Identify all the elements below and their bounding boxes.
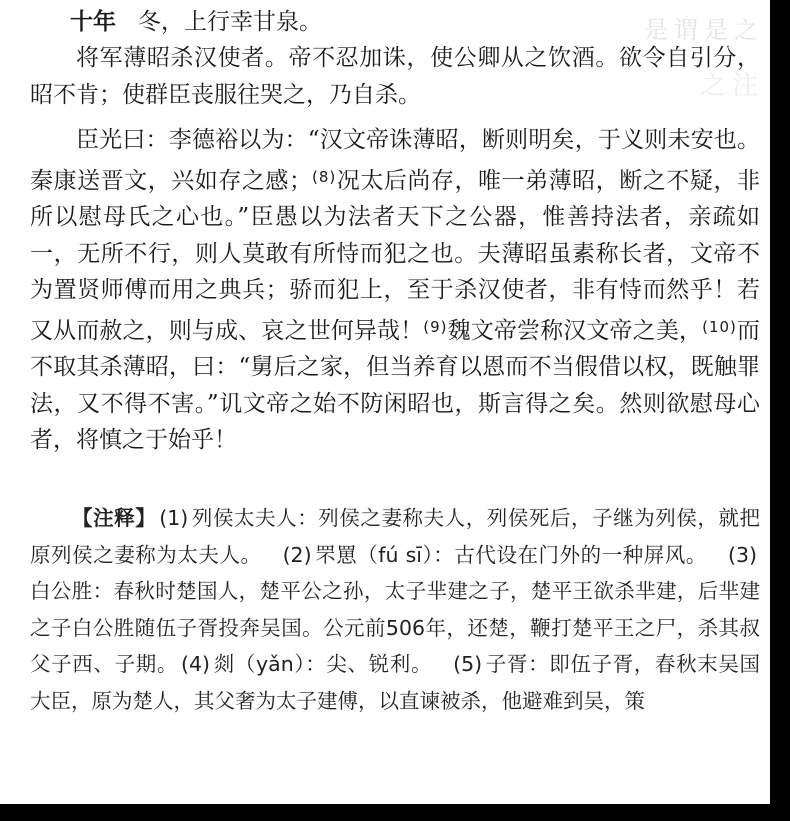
bleed-line-1: 是谓是之 — [644, 16, 764, 44]
commentary-part-4: 而不取其杀薄昭，曰：“舅后之家，但当养育以恩而不当假借以权，既触罪法，又不得不害。”讥文帝之始不防闲昭也，斯言得之矣。然则欲慰母心者，将慎之于始乎！ — [30, 317, 761, 453]
year-label: 十年 — [70, 9, 116, 35]
note-number: (1) — [159, 506, 189, 530]
annotations-label: 【注释】 — [72, 506, 157, 530]
footnote-ref-8: (8) — [311, 167, 337, 186]
commentary-part-2: 况太后尚存，唯一弟薄昭，断之不疑，非所以慰母氏之心也。”臣愚以为法者天下之公器，惟善持法者，亲疏如一，无所不行，则人莫敢有所恃而犯之也。夫薄昭虽素称长者，文帝不为置贤师傅而用之典兵；骄而犯上，至于杀汉使者，非有恃而然乎！若又从而赦之，则与成、哀之世何异哉！ — [30, 167, 761, 344]
commentary-part-1: 臣光曰：李德裕以为：“汉文帝诛薄昭，断则明矣，于义则未安也。秦康送晋文，兴如存之感； — [30, 127, 760, 194]
bleed-line-2: 之注 — [699, 71, 764, 101]
note-text: 白公胜：春秋时楚国人，楚平公之孙，太子芈建之子，楚平王欲杀芈建，后芈建之子白公胜随伍子胥投奔吴国。公元前506年，还楚，鞭打楚平王之尸，杀其叔父子西、子期。 — [30, 579, 760, 676]
footnote-ref-10: (10) — [702, 317, 737, 336]
note-number: (5) — [453, 652, 483, 676]
note-text: 罘罳（fú sī）：古代设在门外的一种屏风。 — [314, 542, 707, 567]
commentary-paragraph — [30, 122, 760, 459]
main-paragraph-1: 将军薄昭杀汉使者。帝不忍加诛，使公卿从之饮酒。欲令自引分，昭不肯；使群臣丧服往哭之，乃自杀。 — [30, 45, 760, 108]
note-number: (3) — [727, 542, 758, 567]
note-text: 子胥：即伍子胥，春秋末吴国大臣，原为楚人，其父奢为太子建傅，以直谏被杀，他避难到吴，策 — [30, 652, 761, 713]
annotations-section — [30, 500, 760, 719]
note-number: (2) — [282, 542, 312, 567]
note-text: 剡（yǎn）：尖、锐利。 — [213, 652, 433, 676]
year-text: 冬，上行幸甘泉。 — [138, 9, 322, 35]
footnote-ref-9: (9) — [423, 317, 448, 336]
commentary-part-3: 魏文帝尝称汉文帝之美， — [447, 317, 703, 344]
note-number: (4) — [181, 652, 211, 676]
year-heading — [70, 4, 770, 41]
note-text: 列侯太夫人：列侯之妻称夫人，列侯死后，子继为列侯，就把原列侯之妻称为太夫人。 — [30, 506, 761, 567]
